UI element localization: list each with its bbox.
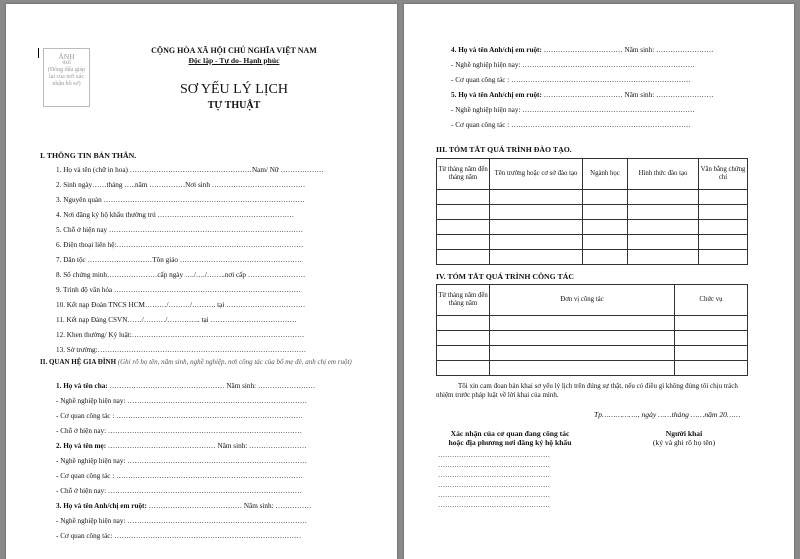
confirm-line-5: ………………………………………… xyxy=(438,491,550,499)
table-cell[interactable] xyxy=(699,220,748,235)
declarant-note: (ký và ghi rõ họ tên) xyxy=(652,438,716,447)
section-1-heading: I. THÔNG TIN BẢN THÂN. xyxy=(40,151,137,160)
sibling-3-job: - Nghề nghiệp hiện nay: ………………………………………………………………… xyxy=(56,517,307,525)
sibling-3-label: 3. Họ và tên Anh/chị em ruột: xyxy=(56,502,147,510)
photo-label: ẢNH xyxy=(58,52,75,61)
table-row xyxy=(437,316,748,331)
table-cell[interactable] xyxy=(675,346,748,361)
father-home: - Chỗ ở hiện nay: ……………………………………………………………………… xyxy=(56,427,302,435)
table-cell[interactable] xyxy=(699,250,748,265)
declarant-title: Người khai xyxy=(665,429,703,438)
table-cell[interactable] xyxy=(628,220,699,235)
table-cell[interactable] xyxy=(490,190,583,205)
document-title: SƠ YẾU LÝ LỊCH xyxy=(180,82,288,97)
sibling-4-heading xyxy=(451,46,714,54)
field-ethnicity: 7. Dân tộc ………………………Tôn giáo …………………………………………… xyxy=(56,256,302,264)
mother-dots: ……………………………………… Năm sinh: …………………… xyxy=(106,442,307,450)
table-cell[interactable] xyxy=(628,250,699,265)
declaration-text: Tôi xin cam đoan bản khai sơ yếu lý lịch trên đúng sự thật, nếu có điều gì không đúng tôi chịu trách nhiệm trước pháp luật về lời khai của mình. xyxy=(436,382,738,399)
document-subtitle: TỰ THUẬT xyxy=(207,100,261,111)
section-3-heading: III. TÓM TẮT QUÁ TRÌNH ĐÀO TẠO. xyxy=(436,145,572,154)
father-work: - Cơ quan công tác : …………………………………………………………………… xyxy=(56,412,303,420)
sibling-4-job: - Nghề nghiệp hiện nay: ……………………………………………………………… xyxy=(451,61,695,69)
table-cell[interactable] xyxy=(583,220,628,235)
section-2-title: II. QUAN HỆ GIA ĐÌNH xyxy=(40,358,117,366)
confirm-line-6: ………………………………………… xyxy=(438,501,550,509)
photo-note: (Đóng dấu giáp lai của nơi xác nhận hồ sơ) xyxy=(47,67,86,87)
field-birth-date: 2. Sinh ngày……tháng …..năm ……………Nơi sinh ………………………………… xyxy=(56,181,306,189)
sibling-5-work: - Cơ quan công tác : ………………………………………………………………… xyxy=(451,121,691,129)
mother-heading xyxy=(56,442,307,450)
field-strengths: 13. Sở trường:…………………………………………………………………………… xyxy=(56,346,307,354)
sibling-5-heading xyxy=(451,91,714,99)
table-cell[interactable] xyxy=(437,361,490,376)
work-col-period: Từ tháng năm đến tháng năm xyxy=(437,285,490,316)
training-col-degree: Văn bằng chứng chỉ xyxy=(699,159,748,190)
confirm-title-line1: Xác nhận của cơ quan đang công tác xyxy=(450,429,570,438)
table-cell[interactable] xyxy=(675,361,748,376)
table-cell[interactable] xyxy=(583,205,628,220)
date-line: Tp……………., ngày ……tháng ……năm 20…… xyxy=(594,410,741,419)
sibling-5-dots: …………………………… Năm sinh: …………………… xyxy=(541,91,714,99)
field-current-address: 5. Chỗ ở hiện nay ……………………………………………………………………… xyxy=(56,226,303,234)
mother-label: 2. Họ và tên mẹ: xyxy=(56,442,107,450)
father-dots: ………………………………………… Năm sinh: …………………… xyxy=(107,382,316,390)
table-cell[interactable] xyxy=(628,235,699,250)
father-label: 1. Họ và tên cha: xyxy=(56,382,108,390)
text-cursor xyxy=(38,48,39,58)
sibling-5-label: 5. Họ và tên Anh/chị em ruột: xyxy=(451,91,542,99)
table-cell[interactable] xyxy=(699,235,748,250)
work-table xyxy=(436,284,748,376)
table-cell[interactable] xyxy=(437,190,490,205)
section-2-note: (Ghi rõ họ tên, năm sinh, nghề nghiệp, nơi công tác của bố mẹ đẻ, anh chị em ruột) xyxy=(117,358,352,366)
table-row xyxy=(437,346,748,361)
field-youth-union: 10. Kết nạp Đoàn TNCS HCM………/………/………. tại …………………………… xyxy=(56,301,306,309)
table-cell[interactable] xyxy=(437,346,490,361)
table-cell[interactable] xyxy=(490,250,583,265)
field-registered-residence: 4. Nơi đăng ký hộ khẩu thường trú ………………………………………………… xyxy=(56,211,295,219)
table-cell[interactable] xyxy=(628,190,699,205)
table-cell[interactable] xyxy=(490,361,675,376)
table-cell[interactable] xyxy=(437,220,490,235)
training-col-mode: Hình thức đào tạo xyxy=(628,159,699,190)
field-id-number: 8. Số chứng minh…………………cấp ngày …./…./……..nơi cấp …………………… xyxy=(56,271,306,279)
training-table xyxy=(436,158,748,265)
field-full-name: 1. Họ và tên (chữ in hoa) ……………………………………………Nam/ Nữ ……………… xyxy=(56,166,324,174)
sibling-3-dots: ………………………………… Năm sinh: …………… xyxy=(146,502,312,510)
table-cell[interactable] xyxy=(490,205,583,220)
table-row xyxy=(437,205,748,220)
training-col-school: Tên trường hoặc cơ sở đào tạo xyxy=(490,159,583,190)
table-cell[interactable] xyxy=(675,316,748,331)
sibling-4-work: - Cơ quan công tác : ………………………………………………………………… xyxy=(451,76,691,84)
table-cell[interactable] xyxy=(699,190,748,205)
training-col-major: Ngành học xyxy=(583,159,628,190)
field-education: 9. Trình độ văn hóa …………………………………………………………………… xyxy=(56,286,301,294)
mother-home: - Chỗ ở hiện nay: ……………………………………………………………………… xyxy=(56,487,302,495)
sibling-5-job: - Nghề nghiệp hiện nay: ……………………………………………………………… xyxy=(451,106,695,114)
table-cell[interactable] xyxy=(490,331,675,346)
table-cell[interactable] xyxy=(437,205,490,220)
table-cell[interactable] xyxy=(628,205,699,220)
table-cell[interactable] xyxy=(699,205,748,220)
table-cell[interactable] xyxy=(490,235,583,250)
father-heading xyxy=(56,382,315,390)
work-col-position: Chức vụ xyxy=(675,285,748,316)
confirm-line-2: ………………………………………… xyxy=(438,461,550,469)
confirm-line-3: ………………………………………… xyxy=(438,471,550,479)
training-col-period: Từ tháng năm đến tháng năm xyxy=(437,159,490,190)
photo-size: 4x6 xyxy=(62,60,71,66)
document-page-1 xyxy=(6,4,397,559)
field-awards: 12. Khen thưởng/ Kỷ luật:……………………………………………………………… xyxy=(56,331,305,339)
sibling-4-dots: …………………………… Năm sinh: …………………… xyxy=(541,46,714,54)
table-cell[interactable] xyxy=(583,250,628,265)
photo-box xyxy=(43,48,90,107)
table-row xyxy=(437,235,748,250)
table-cell[interactable] xyxy=(490,220,583,235)
table-row xyxy=(437,331,748,346)
table-row xyxy=(437,361,748,376)
table-cell[interactable] xyxy=(583,190,628,205)
work-col-unit: Đơn vị công tác xyxy=(490,285,675,316)
table-cell[interactable] xyxy=(437,316,490,331)
mother-job: - Nghề nghiệp hiện nay: ………………………………………………………………… xyxy=(56,457,307,465)
field-origin: 3. Nguyên quán ………………………………………………………………………… xyxy=(56,196,305,204)
table-cell[interactable] xyxy=(437,331,490,346)
mother-work: - Cơ quan công tác : …………………………………………………………………… xyxy=(56,472,303,480)
confirm-line-1: ………………………………………… xyxy=(438,451,550,459)
section-2-heading xyxy=(40,358,370,367)
field-party: 11. Kết nạp Đảng CSVN……/………/………….. tại ……………………………… xyxy=(56,316,297,324)
table-cell[interactable] xyxy=(437,235,490,250)
table-cell[interactable] xyxy=(437,250,490,265)
table-cell[interactable] xyxy=(583,235,628,250)
confirm-line-4: ………………………………………… xyxy=(438,481,550,489)
sibling-3-work: - Cơ quan công tác: …………………………………………………………………… xyxy=(56,532,302,540)
document-page-2 xyxy=(404,4,794,559)
table-cell[interactable] xyxy=(675,331,748,346)
table-cell[interactable] xyxy=(490,346,675,361)
field-phone: 6. Điện thoại liên hệ:…………………………………………………………………… xyxy=(56,241,304,249)
sibling-4-label: 4. Họ và tên Anh/chị em ruột: xyxy=(451,46,542,54)
confirm-title-line2: hoặc địa phương nơi đăng ký hộ khẩu xyxy=(448,438,572,447)
table-row xyxy=(437,250,748,265)
motto-heading: Độc lập - Tự do- Hạnh phúc xyxy=(188,56,280,65)
table-cell[interactable] xyxy=(490,316,675,331)
table-row xyxy=(437,190,748,205)
nation-heading: CỘNG HÒA XÃ HỘI CHỦ NGHĨA VIỆT NAM xyxy=(151,46,317,55)
sibling-3-heading xyxy=(56,502,311,510)
section-4-heading: IV. TÓM TẮT QUÁ TRÌNH CÔNG TÁC xyxy=(436,272,574,281)
table-row xyxy=(437,220,748,235)
father-job: - Nghề nghiệp hiện nay: ………………………………………………………………… xyxy=(56,397,307,405)
